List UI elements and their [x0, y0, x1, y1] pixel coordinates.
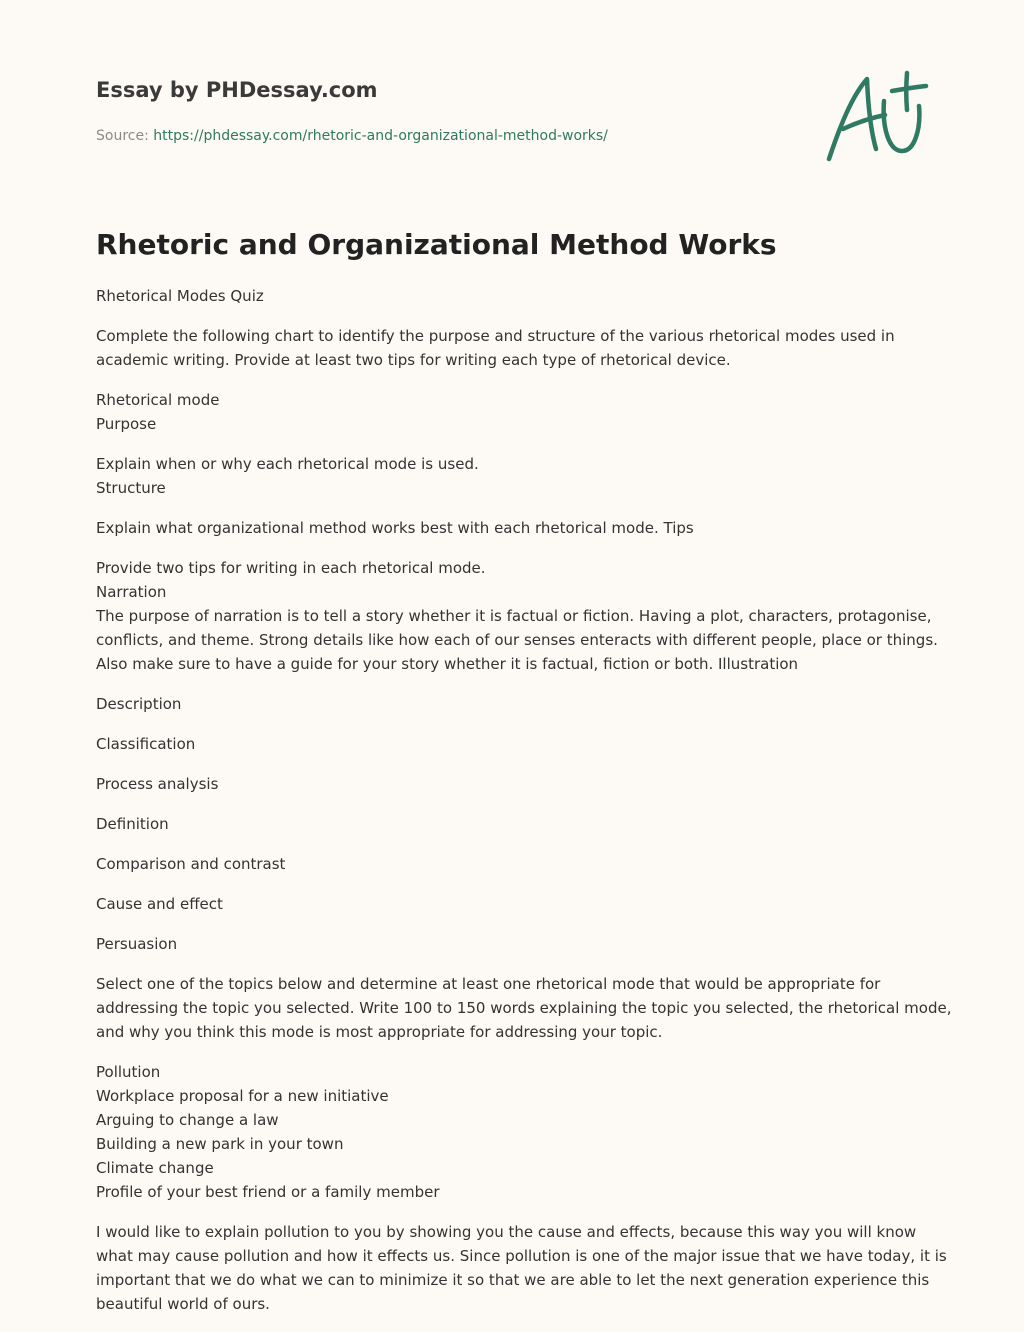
- paragraph-line: Process analysis: [96, 775, 219, 793]
- essay-paragraph: [96, 692, 932, 716]
- paragraph-line: Arguing to change a law: [96, 1111, 279, 1129]
- source-link[interactable]: https://phdessay.com/rhetoric-and-organizational-method-works/: [153, 128, 608, 144]
- paragraph-line: Structure: [96, 479, 166, 497]
- essay-paragraph: [96, 892, 932, 916]
- paragraph-line: Narration: [96, 583, 167, 601]
- paragraph-line: conflicts, and theme. Strong details like how each of our senses enteracts with different people, place or things.: [96, 631, 938, 649]
- paragraph-line: Explain when or why each rhetorical mode is used.: [96, 455, 479, 473]
- paragraph-line: Select one of the topics below and determine at least one rhetorical mode that would be appropriate for: [96, 975, 881, 993]
- paragraph-line: addressing the topic you selected. Write 100 to 150 words explaining the topic you selected, the rhetorical mode,: [96, 999, 952, 1017]
- source-line: [96, 126, 796, 146]
- paragraph-line: Rhetorical mode: [96, 391, 220, 409]
- essay-paragraph: [96, 516, 932, 540]
- essay-paragraph: [96, 812, 932, 836]
- site-brand: Essay by PHDessay.com: [96, 78, 378, 102]
- paragraph-line: beautiful world of ours.: [96, 1295, 270, 1313]
- essay-title: Rhetoric and Organizational Method Works: [96, 228, 777, 261]
- paragraph-line: Definition: [96, 815, 169, 833]
- paragraph-line: Explain what organizational method works best with each rhetorical mode. Tips: [96, 519, 694, 537]
- paragraph-line: Classification: [96, 735, 196, 753]
- essay-paragraph: [96, 1220, 947, 1316]
- a-plus-grade-icon: [818, 66, 930, 166]
- essay-body: [96, 284, 952, 1332]
- paragraph-line: Cause and effect: [96, 895, 223, 913]
- paragraph-line: Description: [96, 695, 182, 713]
- page-header: [96, 76, 796, 146]
- essay-paragraph: [96, 732, 932, 756]
- paragraph-line: I would like to explain pollution to you by showing you the cause and effects, because this way you will know: [96, 1223, 917, 1241]
- essay-paragraph: [96, 324, 932, 372]
- paragraph-line: academic writing. Provide at least two tips for writing each type of rhetorical device.: [96, 351, 731, 369]
- paragraph-line: Persuasion: [96, 935, 178, 953]
- paragraph-line: Purpose: [96, 415, 157, 433]
- paragraph-line: Building a new park in your town: [96, 1135, 344, 1153]
- essay-paragraph: [96, 284, 932, 308]
- essay-paragraph: [96, 1060, 932, 1204]
- essay-paragraph: [96, 972, 952, 1044]
- paragraph-line: Complete the following chart to identify the purpose and structure of the various rhetorical modes used in: [96, 327, 895, 345]
- paragraph-line: and why you think this mode is most appropriate for addressing your topic.: [96, 1023, 663, 1041]
- essay-paragraph: [96, 556, 938, 676]
- paragraph-line: Also make sure to have a guide for your story whether it is factual, fiction or both. Illustration: [96, 655, 799, 673]
- paragraph-line: Provide two tips for writing in each rhetorical mode.: [96, 559, 486, 577]
- source-label: Source:: [96, 128, 149, 144]
- paragraph-line: Comparison and contrast: [96, 855, 286, 873]
- paragraph-line: Profile of your best friend or a family member: [96, 1183, 440, 1201]
- paragraph-line: Pollution: [96, 1063, 161, 1081]
- paragraph-line: important that we do what we can to minimize it so that we are able to let the next generation experience this: [96, 1271, 930, 1289]
- essay-paragraph: [96, 772, 932, 796]
- paragraph-line: Rhetorical Modes Quiz: [96, 287, 264, 305]
- essay-paragraph: [96, 932, 932, 956]
- paragraph-line: Workplace proposal for a new initiative: [96, 1087, 389, 1105]
- paragraph-line: The purpose of narration is to tell a story whether it is factual or fiction. Having a plot, characters, protagonise,: [96, 607, 932, 625]
- paragraph-line: Climate change: [96, 1159, 214, 1177]
- essay-paragraph: [96, 452, 932, 500]
- essay-paragraph: [96, 852, 932, 876]
- paragraph-line: what may cause pollution and how it effects us. Since pollution is one of the major issue that we have today, it is: [96, 1247, 947, 1265]
- essay-paragraph: [96, 388, 932, 436]
